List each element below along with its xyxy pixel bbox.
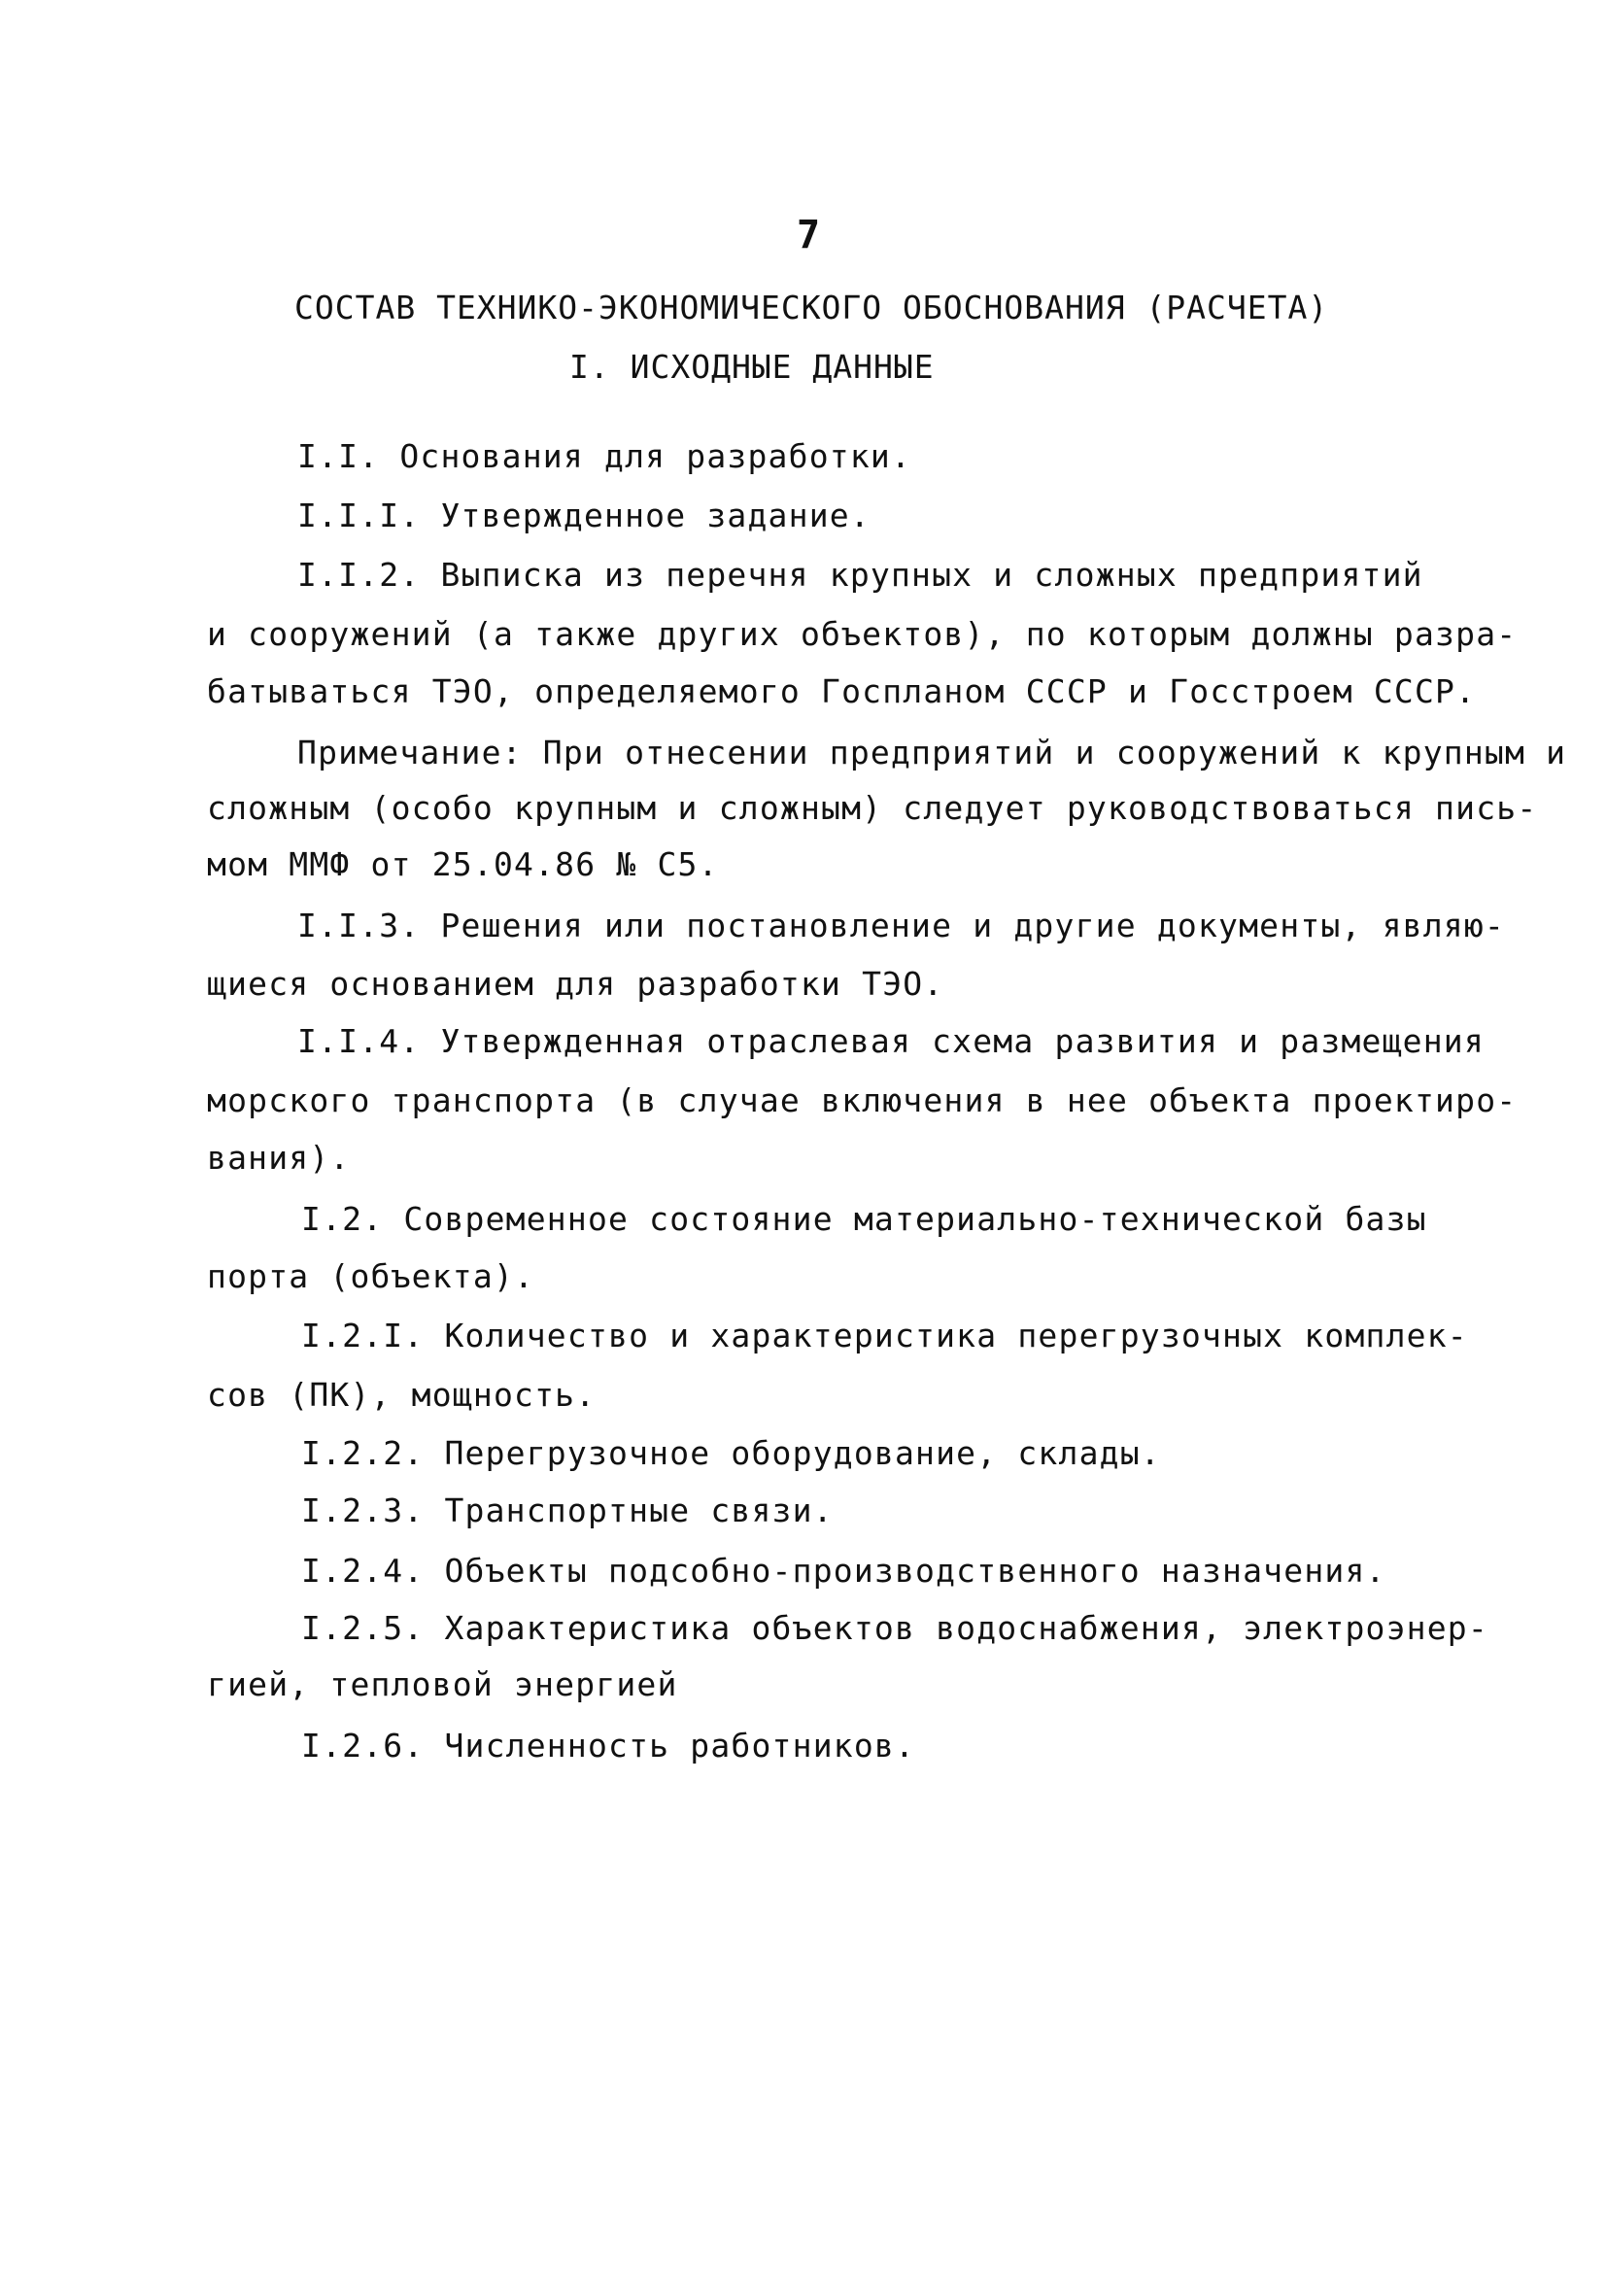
paragraph-line: I.2.6. Численность работников. (301, 1727, 916, 1765)
paragraph-line: и сооружений (а также других объектов), по которым должны разра- (207, 615, 1518, 653)
paragraph-line: сов (ПК), мощность. (207, 1376, 597, 1414)
paragraph-line: I.I.4. Утвержденная отраслевая схема развития и размещения (297, 1022, 1485, 1060)
paragraph-line: гией, тепловой энергией (207, 1665, 678, 1703)
paragraph-line: вания). (207, 1139, 351, 1177)
note-line: сложным (особо крупным и сложным) следует руководствоваться пись- (207, 789, 1538, 827)
paragraph-line: I.I. Основания для разработки. (297, 437, 912, 475)
paragraph-line: I.2.2. Перегрузочное оборудование, склады. (301, 1434, 1161, 1472)
paragraph-line: порта (объекта). (207, 1257, 535, 1295)
paragraph-line: I.2.I. Количество и характеристика перегрузочных комплек- (301, 1317, 1468, 1354)
paragraph-line: I.I.3. Решения или постановление и другие документы, являю- (297, 907, 1505, 944)
paragraph-line: I.2.5. Характеристика объектов водоснабжения, электроэнер- (301, 1609, 1488, 1647)
note-line: мом ММФ от 25.04.86 № С5. (207, 845, 719, 883)
paragraph-line: I.2. Современное состояние материально-технической базы (301, 1200, 1427, 1238)
paragraph-line: I.2.3. Транспортные связи. (301, 1491, 834, 1529)
page-number: 7 (797, 213, 822, 257)
paragraph-line: I.I.2. Выписка из перечня крупных и сложных предприятий (297, 556, 1423, 594)
note-line: Примечание: При отнесении предприятий и сооружений к крупным и (297, 734, 1567, 771)
paragraph-line: щиеся основанием для разработки ТЭО. (207, 965, 944, 1003)
document-title: СОСТАВ ТЕХНИКО-ЭКОНОМИЧЕСКОГО ОБОСНОВАНИЯ (РАСЧЕТА) (294, 289, 1329, 326)
paragraph-line: I.I.I. Утвержденное задание. (297, 497, 871, 534)
paragraph-line: I.2.4. Объекты подсобно-производственного назначения. (301, 1552, 1386, 1590)
paragraph-line: батываться ТЭО, определяемого Госпланом СССР и Госстроем СССР. (207, 672, 1477, 710)
section-heading: I. ИСХОДНЫЕ ДАННЫЕ (569, 348, 935, 386)
paragraph-line: морского транспорта (в случае включения в нее объекта проектиро- (207, 1081, 1518, 1119)
